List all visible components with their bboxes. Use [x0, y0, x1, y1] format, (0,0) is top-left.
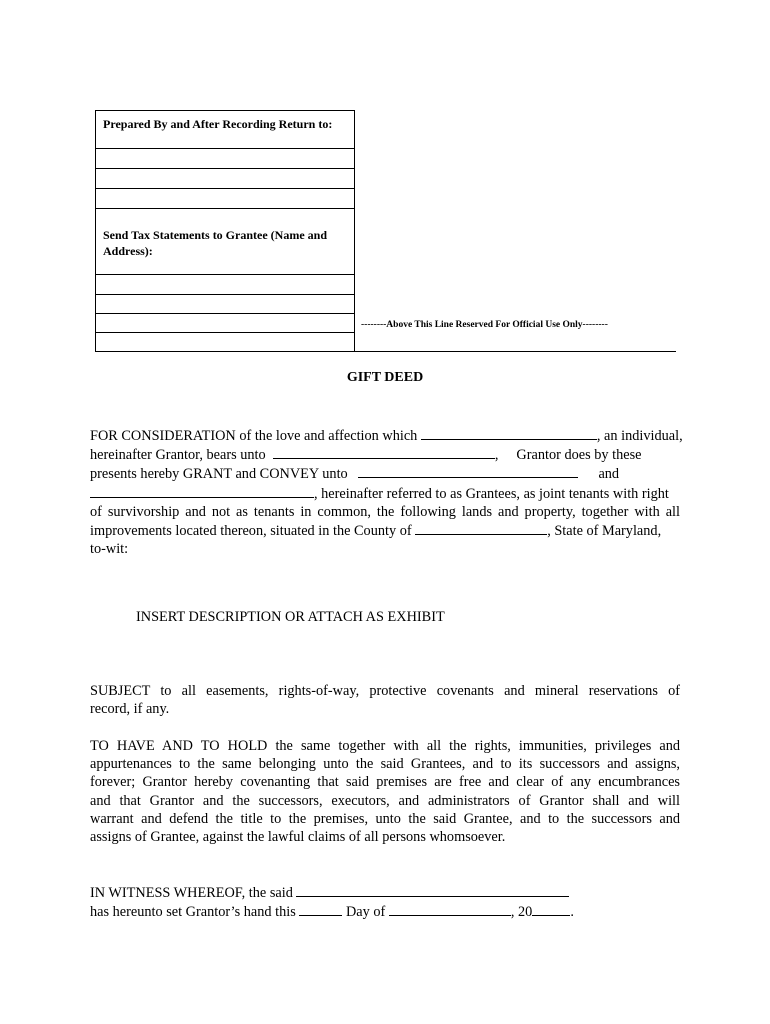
consideration-paragraph — [90, 426, 683, 558]
grantee-address-line-1[interactable] — [96, 274, 354, 275]
consideration-text-8: improvements located thereon, situated in the County of — [90, 523, 412, 540]
habendum-text-2: appurtenances to the same belonging unto the said Grantees, and to its successors and assigns, — [90, 756, 680, 773]
habendum-text-5: warrant and defend the title to the premises, unto the said Grantee, and to the successors and — [90, 810, 680, 827]
habendum-paragraph — [90, 737, 680, 846]
consideration-text-1: FOR CONSIDERATION of the love and affection which — [90, 428, 418, 444]
official-use-rule — [95, 351, 676, 352]
grantee-address-line-4[interactable] — [96, 332, 354, 333]
habendum-text-1: TO HAVE AND TO HOLD the same together with all the rights, immunities, privileges and — [90, 738, 680, 754]
witness-text-1: the said — [248, 885, 293, 901]
subject-paragraph — [90, 682, 680, 718]
consideration-text-2: , an individual, — [596, 428, 683, 444]
county-blank[interactable] — [415, 521, 547, 535]
return-address-line-3[interactable] — [96, 188, 354, 189]
return-address-line-1[interactable] — [96, 148, 354, 149]
grantee-name-blank-1[interactable] — [273, 445, 495, 459]
consideration-and: and — [598, 466, 620, 483]
day-blank[interactable] — [299, 902, 342, 916]
grantee-address-line-3[interactable] — [96, 313, 354, 314]
habendum-text-4: and that Grantor and the successors, executors, and administrators of Grantor shall and will — [90, 792, 680, 809]
consideration-text-3: hereinafter Grantor, bears unto — [90, 447, 266, 464]
witness-text-3: Day of — [345, 904, 386, 921]
subject-text-1: SUBJECT to all easements, rights-of-way, protective covenants and mineral reservations of — [90, 683, 680, 699]
consideration-text-9: , State of Maryland, — [547, 523, 662, 540]
month-blank[interactable] — [389, 902, 511, 916]
prepared-by-label: Prepared By and After Recording Return to: — [103, 117, 333, 131]
grantee-name-blank-3[interactable] — [90, 484, 314, 498]
consideration-text-10: to-wit: — [90, 541, 129, 558]
witness-paragraph — [90, 883, 680, 921]
return-address-line-4[interactable] — [96, 208, 354, 209]
consideration-text-6: , hereinafter referred to as Grantees, as joint tenants with right — [314, 485, 669, 502]
grantor-name-blank[interactable] — [421, 426, 597, 440]
grantee-address-line-2[interactable] — [96, 294, 354, 295]
witness-period: . — [570, 904, 574, 921]
return-address-line-2[interactable] — [96, 168, 354, 169]
consideration-text-5: presents hereby GRANT and CONVEY unto — [90, 466, 348, 483]
consideration-comma: , — [494, 447, 499, 464]
grantee-name-blank-2[interactable] — [358, 464, 578, 478]
consideration-text-4: Grantor does by these — [516, 447, 642, 464]
witness-text-4: , 20 — [510, 904, 533, 921]
subject-text-2: record, if any. — [90, 701, 170, 718]
witness-text-2: has hereunto set Grantor’s hand this — [90, 904, 296, 921]
habendum-text-6: assigns of Grantee, against the lawful claims of all persons whomsoever. — [90, 829, 506, 846]
witness-grantor-blank[interactable] — [296, 883, 569, 897]
consideration-text-7: of survivorship and not as tenants in common, the following lands and property, together with all — [90, 503, 680, 520]
insert-description-placeholder: INSERT DESCRIPTION OR ATTACH AS EXHIBIT — [136, 609, 445, 625]
page-title: GIFT DEED — [346, 370, 424, 385]
year-blank[interactable] — [532, 902, 570, 916]
recording-box — [95, 110, 355, 351]
tax-statements-label: Send Tax Statements to Grantee (Name and Address): — [103, 228, 327, 258]
witness-heading: IN WITNESS WHEREOF, — [90, 885, 246, 901]
official-use-notice: --------Above This Line Reserved For Official Use Only-------- — [361, 320, 608, 330]
habendum-text-3: forever; Grantor hereby covenanting that said premises are free and clear of any encumbrances — [90, 774, 680, 791]
